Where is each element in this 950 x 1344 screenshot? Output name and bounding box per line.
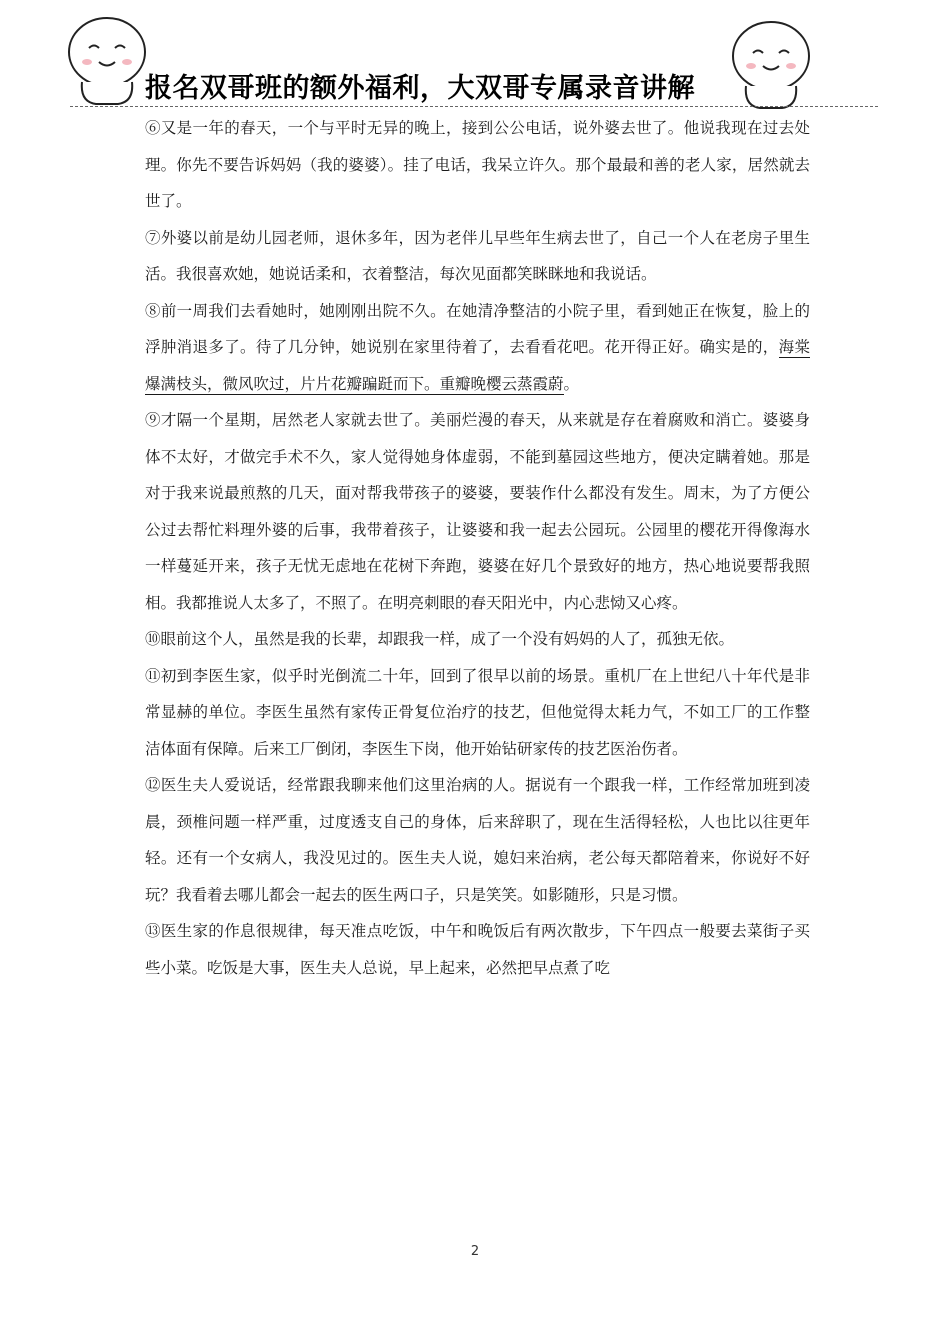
paragraph-8-text: ⑧前一周我们去看她时，她刚刚出院不久。在她清净整洁的小院子里，看到她正在恢复，脸上的浮肿消退多了。待了几分钟，她说别在家里待着了，去看看花吧。花开得正好。确实是的， (145, 301, 810, 356)
paragraph-7: ⑦外婆以前是幼儿园老师，退休多年，因为老伴儿早些年生病去世了，自己一个人在老房子里生活。我很喜欢她，她说话柔和，衣着整洁，每次见面都笑眯眯地和我说话。 (145, 228, 810, 283)
paragraph-8 (145, 293, 810, 403)
paragraph-13: ⑬医生家的作息很规律，每天准点吃饭，中午和晚饭后有两次散步，下午四点一般要去菜街子买些小菜。吃饭是大事，医生夫人总说，早上起来，必然把早点煮了吃 (145, 922, 810, 977)
header-banner (145, 70, 805, 110)
paragraph-11: ⑪初到李医生家，似乎时光倒流二十年，回到了很早以前的场景。重机厂在上世纪八十年代是非常显赫的单位。李医生虽然有家传正骨复位治疗的技艺，但他觉得太耗力气，不如工厂的工作整洁体面有保障。后来工厂倒闭，李医生下岗，他开始钻研家传的技艺医治伤者。 (145, 666, 810, 758)
underlined-sentence: 海棠爆满枝头，微风吹过，片片花瓣蹁跹而下。重瓣晚樱云蒸霞蔚 (145, 338, 810, 393)
banner-title: 报名双哥班的额外福利，大双哥专属录音讲解 (145, 73, 695, 104)
cartoon-face-icon (62, 12, 152, 107)
article-body (145, 110, 810, 986)
paragraph-6: ⑥又是一年的春天，一个与平时无异的晚上，接到公公电话，说外婆去世了。他说我现在过去处理。你先不要告诉妈妈（我的婆婆）。挂了电话，我呆立许久。那个最最和善的老人家，居然就去世了。 (145, 119, 810, 210)
paragraph-10: ⑩眼前这个人，虽然是我的长辈，却跟我一样，成了一个没有妈妈的人了，孤独无依。 (145, 630, 735, 648)
banner-divider (70, 106, 878, 107)
paragraph-12: ⑫医生夫人爱说话，经常跟我聊来他们这里治病的人。据说有一个跟我一样，工作经常加班到凌晨，颈椎问题一样严重，过度透支自己的身体，后来辞职了，现在生活得轻松，人也比以往更年轻。还有一个女病人，我没见过的。医生夫人说，媳妇来治病，老公每天都陪着来，你说好不好玩？我看着去哪儿都会一起去的医生两口子，只是笑笑。如影随形，只是习惯。 (145, 776, 810, 904)
paragraph-8-end: 。 (563, 374, 580, 393)
paragraph-9: ⑨才隔一个星期，居然老人家就去世了。美丽烂漫的春天，从来就是存在着腐败和消亡。婆婆身体不太好，才做完手术不久，家人觉得她身体虚弱，不能到墓园这些地方，便决定瞒着她。那是对于我来说最煎熬的几天，面对帮我带孩子的婆婆，要装作什么都没有发生。周末，为了方便公公过去帮忙料理外婆的后事，我带着孩子，让婆婆和我一起去公园玩。公园里的樱花开得像海水一样蔓延开来，孩子无忧无虑地在花树下奔跑，婆婆在好几个景致好的地方，热心地说要帮我照相。我都推说人太多了，不照了。在明亮刺眼的春天阳光中，内心悲恸又心疼。 (145, 411, 810, 612)
page-number: 2 (470, 1244, 480, 1259)
